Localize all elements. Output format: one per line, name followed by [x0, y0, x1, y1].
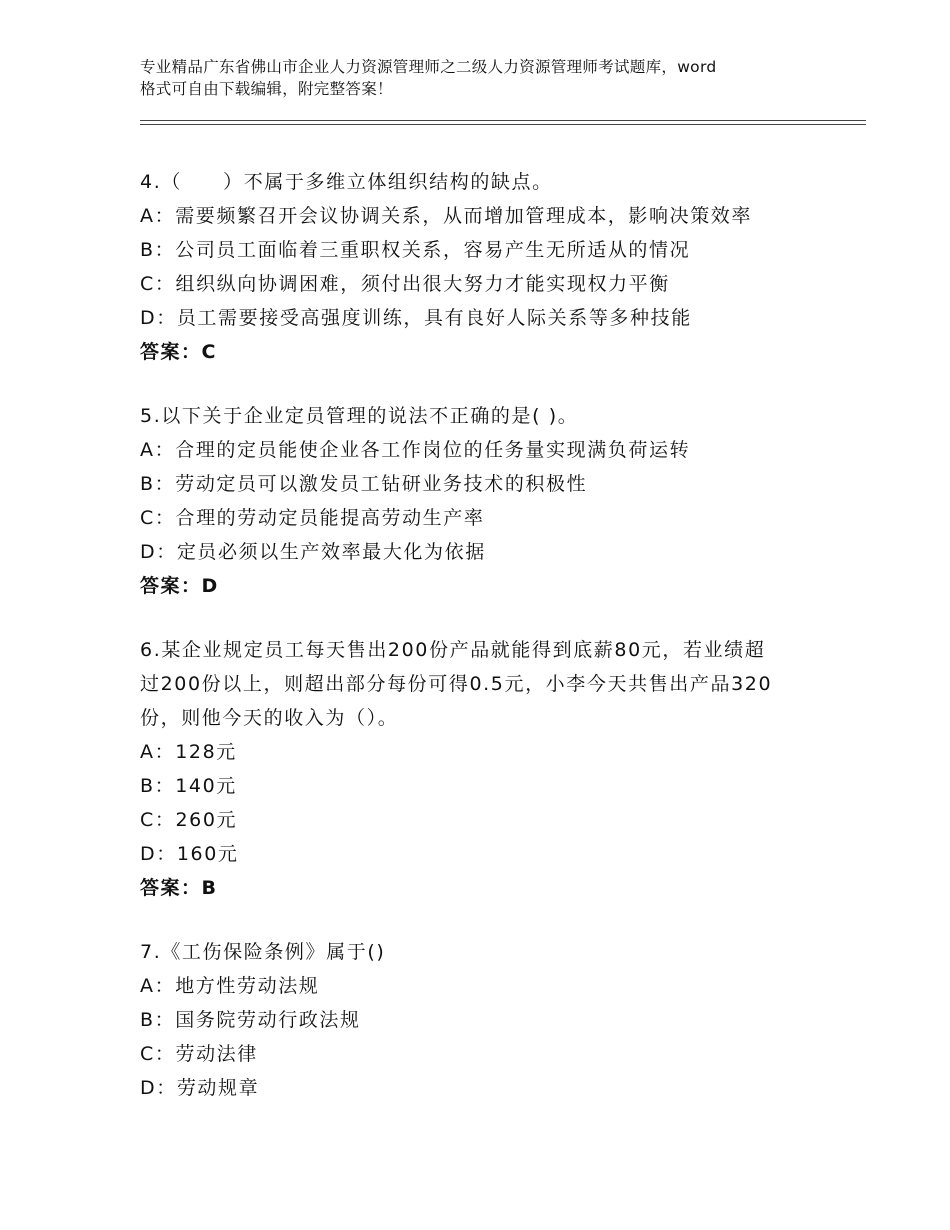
option-a: A：合理的定员能使企业各工作岗位的任务量实现满负荷运转 — [140, 439, 691, 461]
question-stem: 5.以下关于企业定员管理的说法不正确的是( )。 — [140, 405, 579, 427]
header-divider — [140, 120, 866, 121]
option-a: A：需要频繁召开会议协调关系，从而增加管理成本，影响决策效率 — [140, 205, 752, 227]
header-title-line-1: 专业精品广东省佛山市企业人力资源管理师之二级人力资源管理师考试题库，word — [140, 58, 717, 76]
answer-label: 答案：C — [140, 341, 217, 363]
header-title-line-2: 格式可自由下载编辑，附完整答案！ — [140, 80, 393, 98]
question-stem-line-1: 6.某企业规定员工每天售出200份产品就能得到底薪80元，若业绩超 — [140, 639, 766, 661]
option-d: D：员工需要接受高强度训练，具有良好人际关系等多种技能 — [140, 307, 692, 329]
document-header — [140, 56, 840, 100]
question-6 — [140, 633, 820, 905]
question-5 — [140, 399, 820, 603]
option-b: B：国务院劳动行政法规 — [140, 1009, 361, 1031]
question-list — [140, 165, 820, 1135]
option-d: D：160元 — [140, 843, 239, 865]
option-c: C：260元 — [140, 809, 238, 831]
question-stem-line-2: 过200份以上，则超出部分每份可得0.5元，小李今天共售出产品320 — [140, 673, 773, 695]
question-4 — [140, 165, 820, 369]
option-a: A：地方性劳动法规 — [140, 975, 320, 997]
question-stem-line-3: 份，则他今天的收入为（）。 — [140, 707, 399, 729]
option-a: A：128元 — [140, 741, 237, 763]
option-b: B：劳动定员可以激发员工钻研业务技术的积极性 — [140, 473, 588, 495]
option-c: C：劳动法律 — [140, 1043, 258, 1065]
question-7 — [140, 935, 820, 1105]
question-stem: 7.《工伤保险条例》属于() — [140, 941, 386, 963]
option-c: C：组织纵向协调困难，须付出很大努力才能实现权力平衡 — [140, 273, 670, 295]
option-b: B：140元 — [140, 775, 237, 797]
answer-label: 答案：D — [140, 575, 219, 597]
option-d: D：劳动规章 — [140, 1077, 260, 1099]
answer-label: 答案：B — [140, 877, 218, 899]
option-d: D：定员必须以生产效率最大化为依据 — [140, 541, 486, 563]
question-stem: 4.（ ）不属于多维立体组织结构的缺点。 — [140, 171, 553, 193]
option-b: B：公司员工面临着三重职权关系，容易产生无所适从的情况 — [140, 239, 691, 261]
header-divider-second — [140, 124, 866, 125]
option-c: C：合理的劳动定员能提高劳动生产率 — [140, 507, 485, 529]
